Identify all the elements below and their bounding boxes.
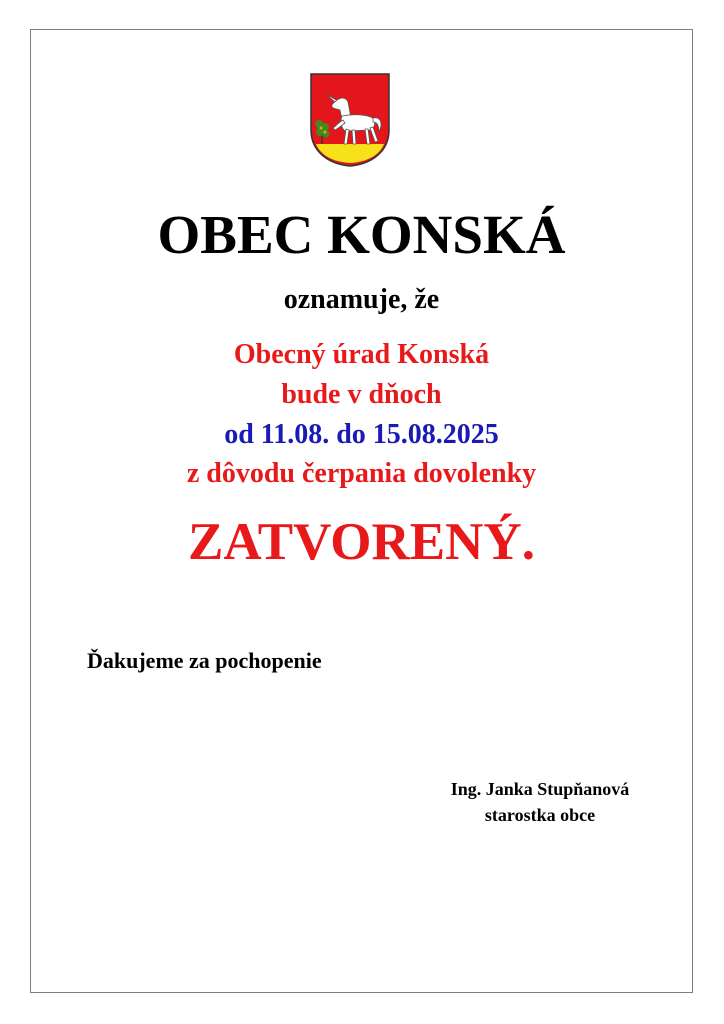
message-line-office: Obecný úrad Konská (233, 339, 490, 370)
signature-name: Ing. Janka Stupňanová (450, 779, 630, 799)
message-line-dates: od 11.08. do 15.08.2025 (224, 419, 499, 450)
thanks-text: Ďakujeme za pochopenie (87, 648, 322, 673)
signature-block (420, 776, 660, 828)
signature-role: starostka obce (484, 805, 596, 825)
announcement-intro: oznamuje, že (283, 284, 440, 315)
closed-notice: ZATVORENÝ. (188, 513, 535, 571)
page-title: OBEC KONSKÁ (157, 204, 566, 265)
message-line-days: bude v dňoch (281, 379, 442, 410)
message-line-reason: z dôvodu čerpania dovolenky (186, 458, 537, 489)
coat-of-arms-icon (309, 72, 391, 168)
